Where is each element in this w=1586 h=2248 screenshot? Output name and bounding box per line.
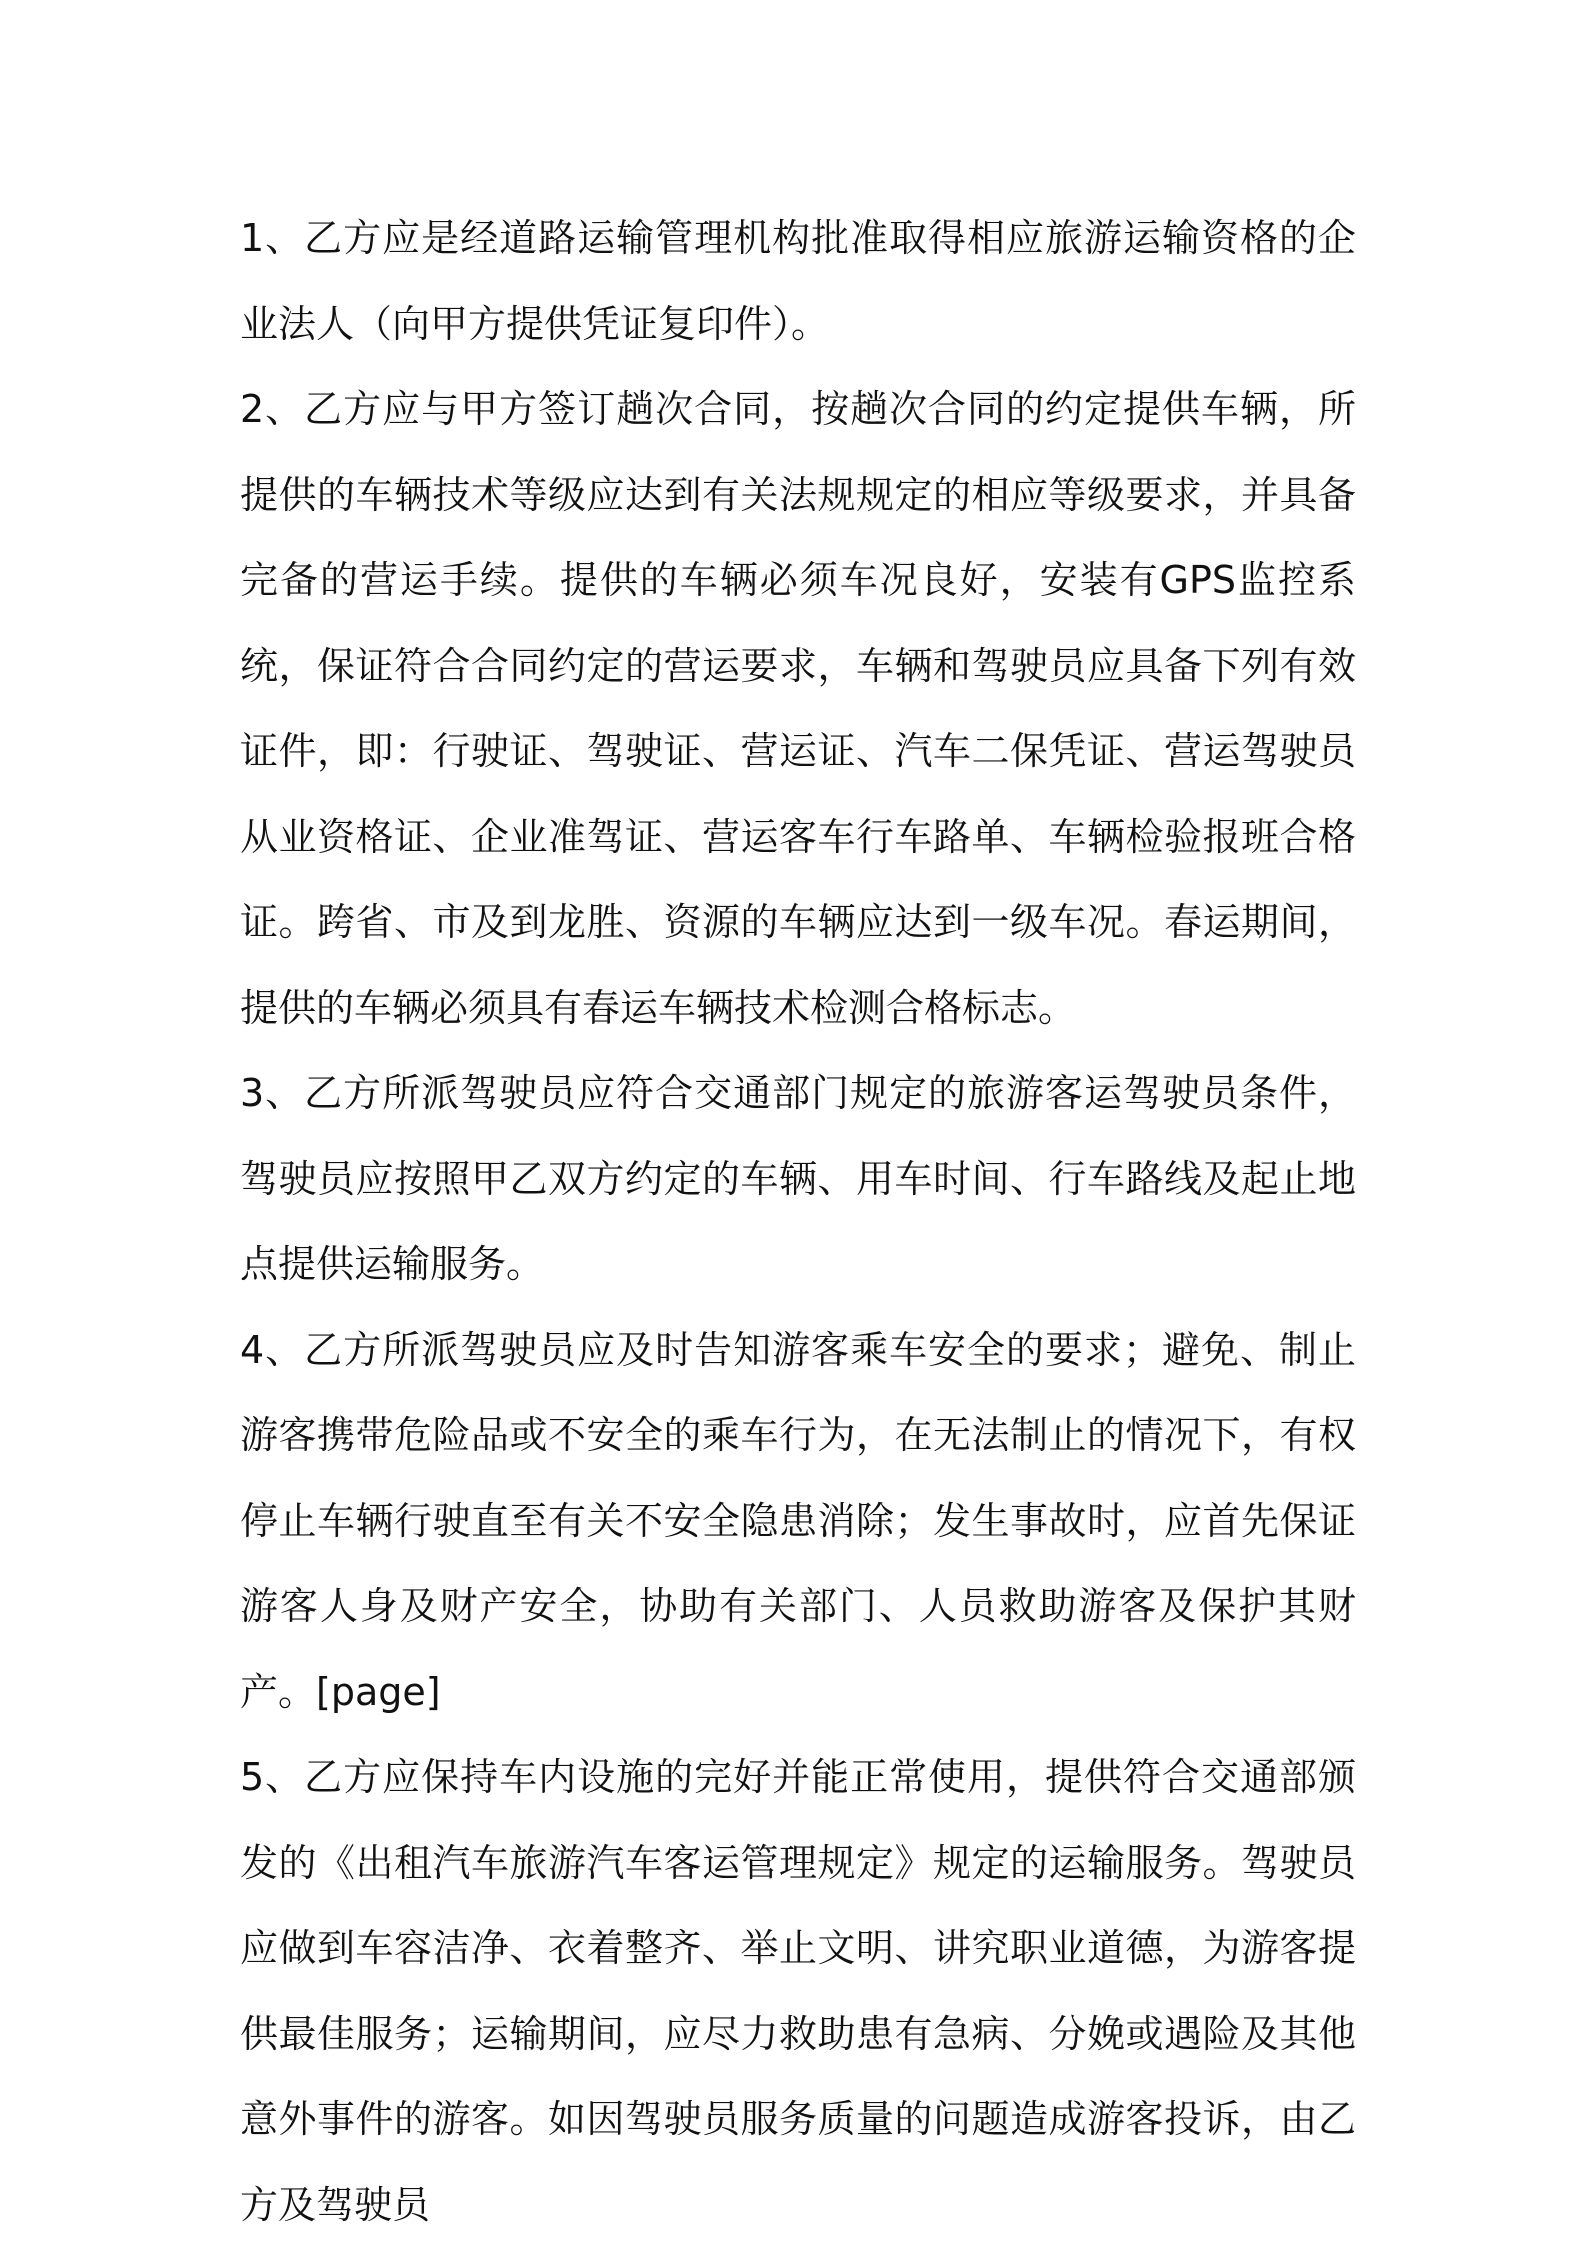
clause-2: 2、乙方应与甲方签订趟次合同，按趟次合同的约定提供车辆，所提供的车辆技术等级应达到有关法规规定的相应等级要求，并具备完备的营运手续。提供的车辆必须车况良好，安装有GPS监控系统，保证符合合同约定的营运要求，车辆和驾驶员应具备下列有效证件，即：行驶证、驾驶证、营运证、汽车二保凭证、营运驾驶员从业资格证、企业准驾证、营运客车行车路单、车辆检验报班合格证。跨省、市及到龙胜、资源的车辆应达到一级车况。春运期间，提供的车辆必须具有春运车辆技术检测合格标志。 xyxy=(240,387,1356,1030)
clause-1: 1、乙方应是经道路运输管理机构批准取得相应旅游运输资格的企业法人（向甲方提供凭证复印件）。 xyxy=(240,216,1356,346)
clause-4: 4、乙方所派驾驶员应及时告知游客乘车安全的要求；避免、制止游客携带危险品或不安全的乘车行为，在无法制止的情况下，有权停止车辆行驶直至有关不安全隐患消除；发生事故时，应首先保证游客人身及财产安全，协助有关部门、人员救助游客及保护其财产。[page] xyxy=(240,1327,1356,1714)
document-body xyxy=(240,196,1356,2248)
clause-5: 5、乙方应保持车内设施的完好并能正常使用，提供符合交通部颁发的《出租汽车旅游汽车客运管理规定》规定的运输服务。驾驶员应做到车容洁净、衣着整齐、举止文明、讲究职业道德，为游客提供最佳服务；运输期间，应尽力救助患有急病、分娩或遇险及其他意外事件的游客。如因驾驶员服务质量的问题造成游客投诉，由乙方及驾驶员 xyxy=(240,1755,1356,2227)
clause-3: 3、乙方所派驾驶员应符合交通部门规定的旅游客运驾驶员条件，驾驶员应按照甲乙双方约定的车辆、用车时间、行车路线及起止地点提供运输服务。 xyxy=(240,1071,1356,1286)
